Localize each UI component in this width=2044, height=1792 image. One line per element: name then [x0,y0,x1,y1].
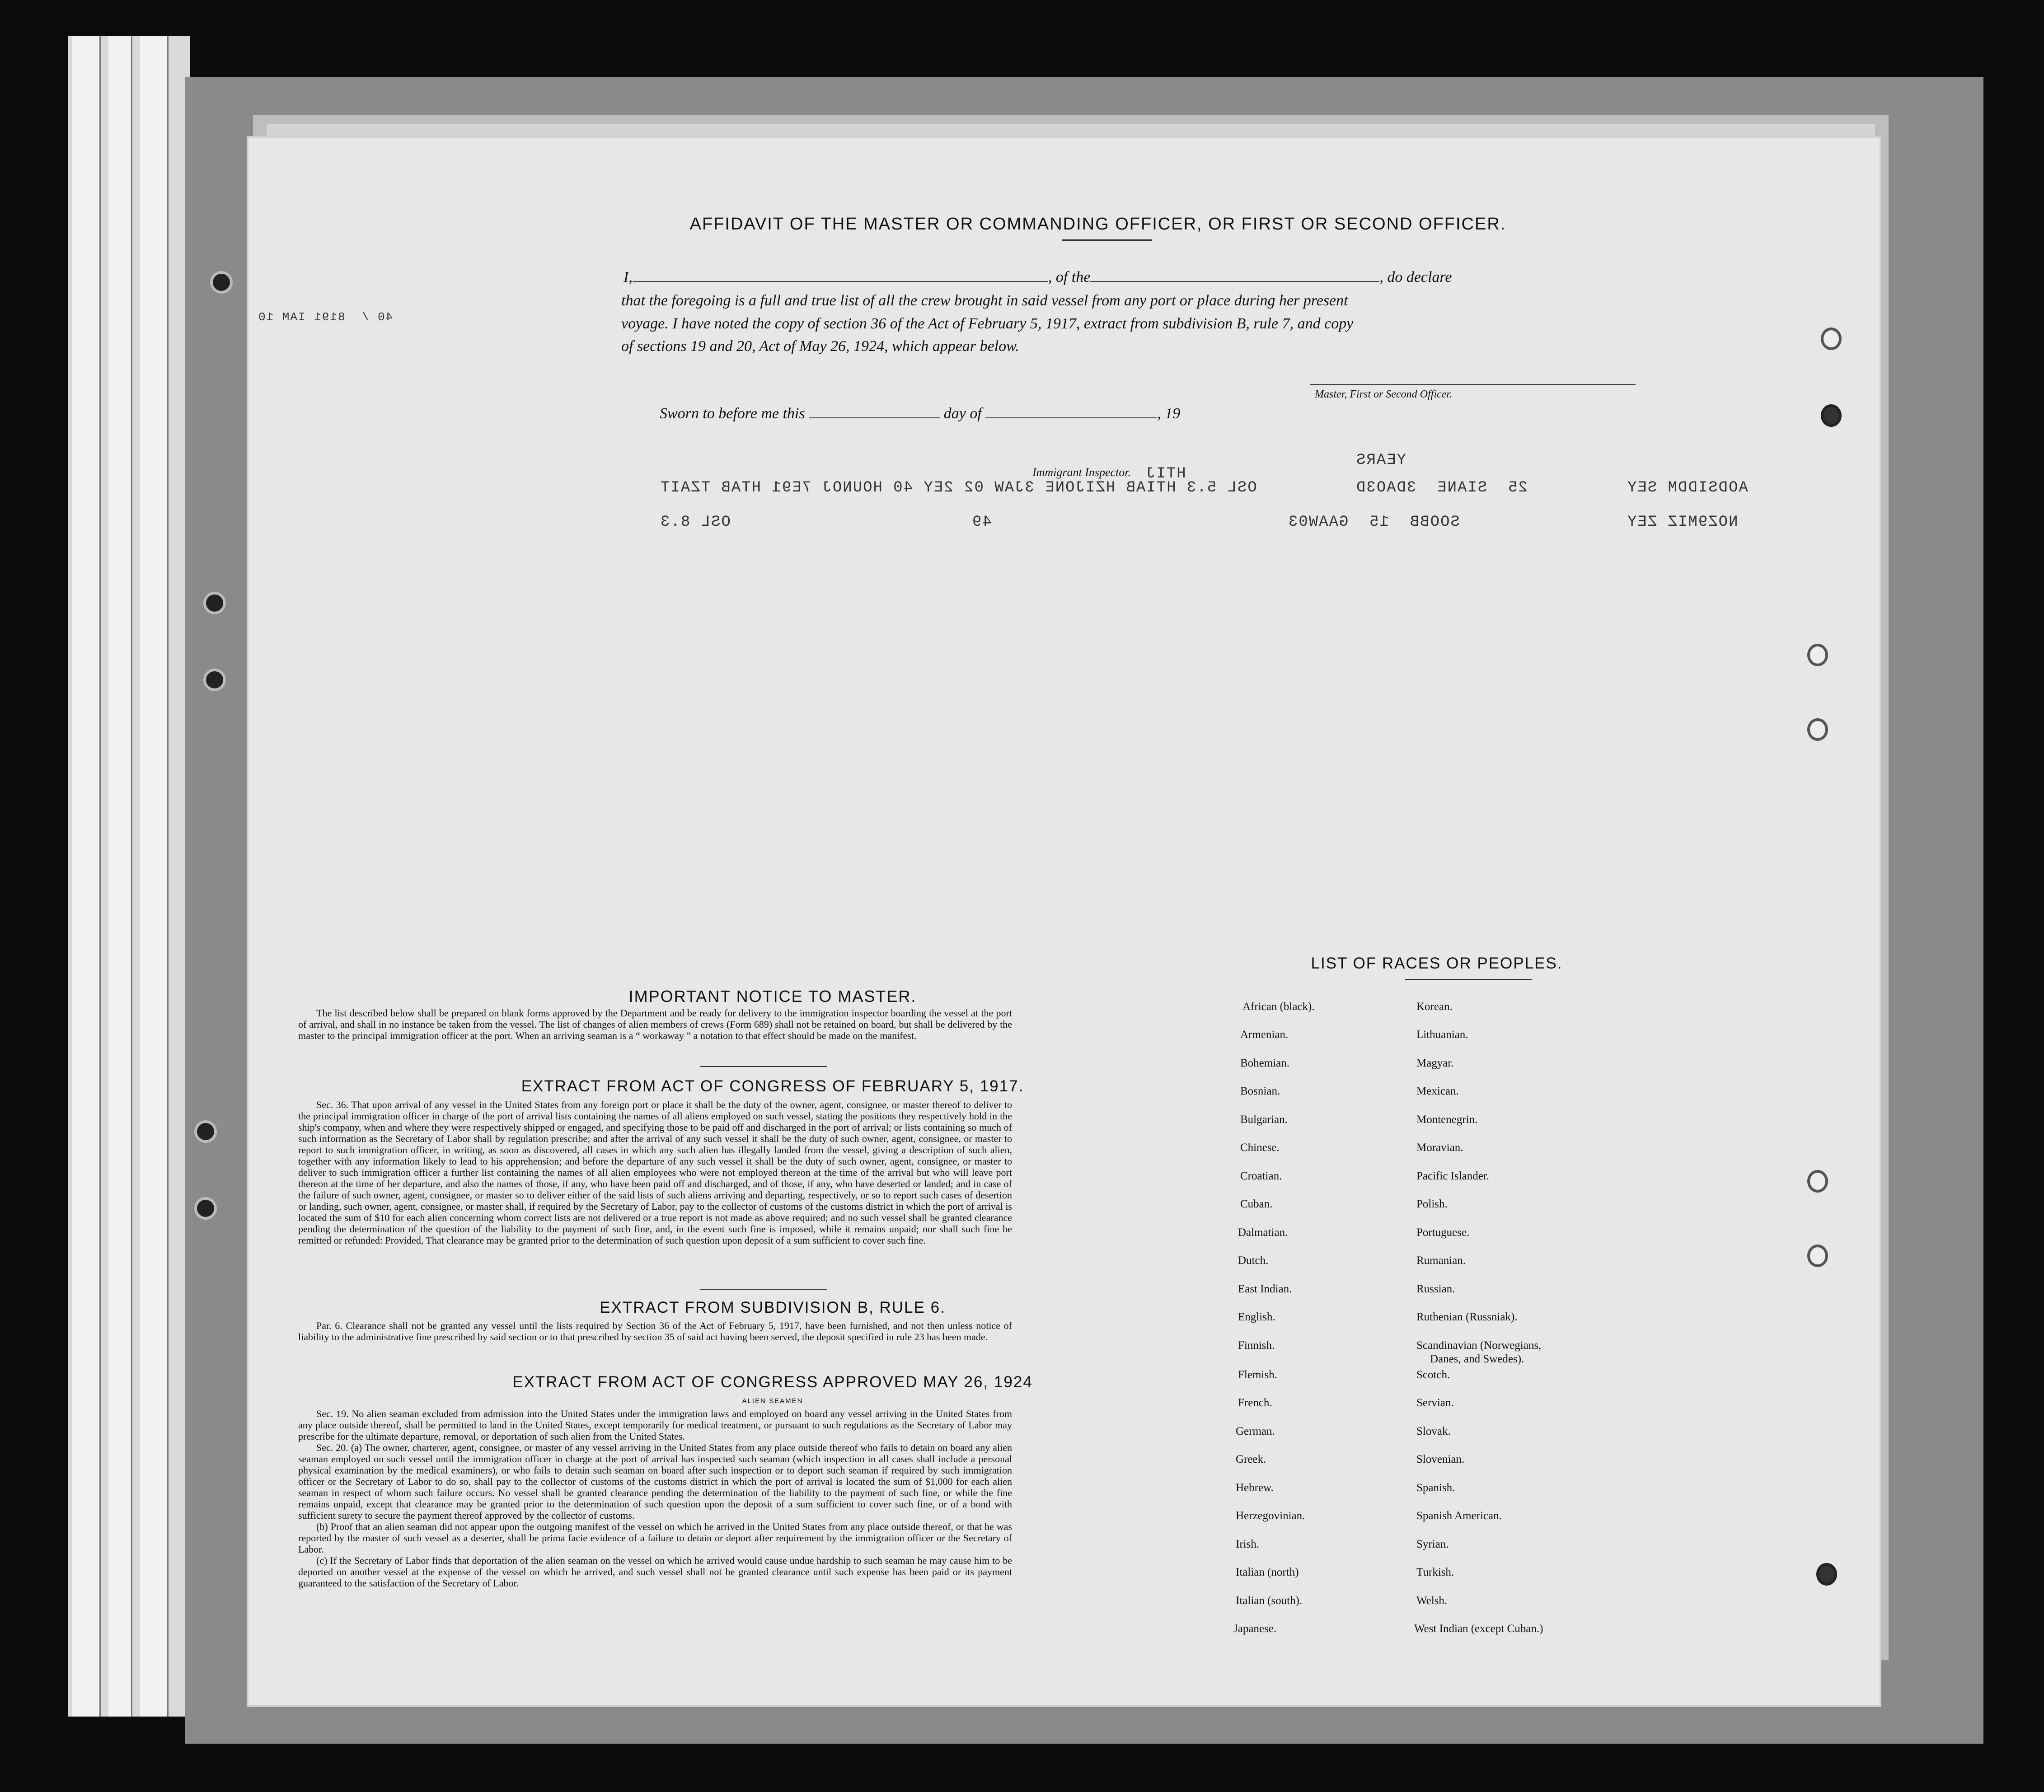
extract-1924-text [298,1408,1012,1589]
punch-hole [1821,328,1842,350]
punch-hole [1807,1245,1828,1267]
punch-hole [1816,1563,1837,1586]
extract-rule6-text [298,1320,1012,1343]
bleed-top-mark: HTIJ [1145,465,1186,482]
extract-1917-text [298,1099,1012,1246]
binder-hole [194,1197,217,1220]
race-item: Slovak. [1416,1425,1451,1437]
sec20c-paragraph: (c) If the Secretary of Labor finds that deportation of the alien seaman on the vessel on which he arrived would cause undue hardship to such seaman he may cause him to be deported on another vessel at the expense of the vessel on which he arrived, and such vessel shall not be granted clearance until such expense has been paid or its payment guaranteed to the satisfaction of the Secretary of Labor. [298,1555,1012,1589]
bleed-row-2-right: NOZ9MIZ ZEY [1627,514,1738,531]
race-item: Russian. [1416,1283,1455,1295]
title-divider [1062,239,1152,241]
extract-1924-title: EXTRACT FROM ACT OF CONGRESS APPROVED MAY 26, 1924 [512,1373,1033,1391]
punch-hole [1807,718,1828,741]
race-item-continued: Danes, and Swedes). [1430,1353,1524,1365]
race-item: Italian (north) [1236,1566,1299,1578]
race-item: Chinese. [1240,1142,1280,1154]
bleed-row-1-mid: 25 SIANE 3DAO3D [1355,479,1528,496]
bleed-row-2-num: 49 [971,514,992,531]
race-item: Ruthenian (Russniak). [1416,1311,1518,1323]
sworn-label: Sworn to before me this [660,405,805,422]
race-item: Magyar. [1416,1057,1454,1069]
race-item: Lithuanian. [1416,1029,1468,1041]
race-item: Flemish. [1238,1369,1277,1381]
races-title: LIST OF RACES OR PEOPLES. [1311,954,1563,972]
sworn-year: , 19 [1157,405,1181,422]
race-item: Syrian. [1416,1538,1449,1550]
extract-1917-title: EXTRACT FROM ACT OF CONGRESS OF FEBRUARY 5, 1917. [521,1077,1024,1095]
signature-caption: Master, First or Second Officer. [1315,388,1452,400]
race-item: Croatian. [1240,1170,1282,1182]
extract-1924-subtitle: ALIEN SEAMEN [742,1397,803,1405]
officer-name-blank [633,281,1048,282]
notice-title: IMPORTANT NOTICE TO MASTER. [628,987,917,1006]
race-item: Japanese. [1233,1623,1277,1635]
affidavit-i: I, [624,269,633,285]
race-item: Finnish. [1238,1339,1275,1352]
race-item: Scandinavian (Norwegians, [1416,1339,1542,1352]
race-item: Bulgarian. [1240,1114,1288,1126]
bleed-row-2-mid: SOOBB 15 GAAW03 [1288,514,1460,531]
affidavit-line-4: of sections 19 and 20, Act of May 26, 1924, which appear below. [621,338,1019,355]
sworn-day-of: day of [943,405,982,422]
race-item: English. [1238,1311,1275,1323]
race-item: Spanish. [1416,1482,1455,1494]
bleed-row-1-right: AODSIDDM SEY [1627,479,1748,496]
race-item: Montenegrin. [1416,1114,1478,1126]
race-item: Pacific Islander. [1416,1170,1490,1182]
extract-rule6-paragraph: Par. 6. Clearance shall not be granted any vessel until the lists required by Section 36 of the Act of February 5, 1917, have been furnished, and not then unless notice of liability to the administrative fine prescribed by said section or to that prescribed by section 35 of said act having been served, the deposit specified in rule 23 has been made. [298,1320,1012,1343]
sec19-paragraph: Sec. 19. No alien seaman excluded from admission into the United States under the immigration laws and employed on board any vessel arriving in the United States from any place outside thereof, shall be permitted to land in the United States, except temporarily for medical treatment, or pursuant to such regulations as the Secretary of Labor may prescribe for the ultimate departure, removal, or deportation of such alien from the United States. [298,1408,1012,1442]
race-item: Armenian. [1240,1029,1289,1041]
race-item: Moravian. [1416,1142,1463,1154]
sworn-month-blank [985,417,1157,418]
race-item: Greek. [1236,1453,1266,1465]
signature-line [1310,384,1636,385]
binder-hole [203,592,226,614]
race-item: Italian (south). [1236,1595,1303,1607]
race-item: Scotch. [1416,1369,1450,1381]
race-item: French. [1238,1397,1272,1409]
punch-hole [1821,404,1842,427]
extract-1-divider [700,1289,827,1290]
bleed-years: YEARS [1355,452,1406,469]
race-item: Mexican. [1416,1085,1459,1097]
punch-hole [1807,1170,1828,1193]
race-item: Herzegovinian. [1236,1510,1305,1522]
affidavit-declare: , do declare [1379,269,1452,285]
notice-divider [700,1066,827,1067]
manifest-page [248,138,1880,1705]
race-item: Servian. [1416,1397,1454,1409]
race-item: Korean. [1416,1001,1453,1013]
race-item: Rumanian. [1416,1254,1466,1267]
race-item: Bosnian. [1240,1085,1280,1097]
vessel-name-blank [1090,281,1379,282]
race-item: Irish. [1236,1538,1260,1550]
race-item: Slovenian. [1416,1453,1465,1465]
affidavit-line-3: voyage. I have noted the copy of section 36 of the Act of February 5, 1917, extract from subdivision B, rule 7, and copy [621,315,1354,332]
extract-rule6-title: EXTRACT FROM SUBDIVISION B, RULE 6. [600,1299,946,1316]
bleed-row-1-left: OSL 5.3 HTIAB HZIJONE 3JAW 02 2EY 40 HOUNOJ 7E91 HTAB TZAIT [660,479,1257,496]
left-paper-stack [68,36,190,1717]
race-item: Spanish American. [1416,1510,1502,1522]
race-item: German. [1236,1425,1275,1437]
affidavit-of-the: , of the [1048,269,1091,285]
sworn-line [660,405,1180,422]
sec20b-paragraph: (b) Proof that an alien seaman did not appear upon the outgoing manifest of the vessel on which he arrived in the United States from any place outside thereof, or that he was reported by the master of such vessel as a deserter, shall be prima facie evidence of a failure to detain or deport after requirement by the immigration officer or the Secretary of Labor. [298,1521,1012,1555]
binder-hole [203,669,226,691]
affidavit-line-2: that the foregoing is a full and true list of all the crew brought in said vessel from any port or place during her present [621,292,1348,309]
race-item: African (black). [1242,1001,1315,1013]
bleed-stamp: 40 / 8191 IAM 10 [258,310,393,324]
sec20a-paragraph: Sec. 20. (a) The owner, charterer, agent, consignee, or master of any vessel arriving in the United States from any place outside thereof who fails to detain on board any alien seaman employed on such vessel until the immigration officer in charge at the port of arrival has inspected such seaman (which inspection in all cases shall include a personal physical examination by the medical examiners), or who fails to detain such seaman on board after such inspection or to deport such seaman if required by such immigration officer or the Secretary of Labor to do so, shall pay to the collector of customs of the customs district in which the port of arrival is located the sum of $1,000 for each alien seaman in respect of whom such failure occurs. No vessel shall be granted clearance pending the determination of the liability to the payment of such fine, or while the fine remains unpaid, except that clearance may be granted prior to the determination of such question upon the deposit of a sum sufficient to cover such fine, or of a bond with sufficient surety to secure the payment thereof approved by the collector of customs. [298,1442,1012,1521]
race-item: Dalmatian. [1238,1226,1288,1239]
affidavit-line-1 [624,269,1452,286]
punch-hole [1807,644,1828,666]
race-item: East Indian. [1238,1283,1292,1295]
bleed-row-2-left: OSL 8.3 [660,514,731,531]
race-item: Cuban. [1240,1198,1273,1210]
notice-text [298,1007,1012,1041]
race-item: Welsh. [1416,1595,1448,1607]
race-item: Dutch. [1238,1254,1269,1267]
race-item: Turkish. [1416,1566,1454,1578]
race-item: Portuguese. [1416,1226,1470,1239]
notice-paragraph: The list described below shall be prepared on blank forms approved by the Department and be ready for delivery to the immigration inspector boarding the vessel at the port of arrival, and shall in no instance be taken from the vessel. The list of changes of alien members of crews (Form 689) shall not be retained on board, but shall be delivered by the master to the principal immigration officer at the port. When an arriving seaman is a “ workaway ” a notation to that effect should be made on the manifest. [298,1007,1012,1041]
race-item: Bohemian. [1240,1057,1290,1069]
races-divider [1405,979,1532,980]
binder-hole [194,1120,217,1143]
race-item: Hebrew. [1236,1482,1274,1494]
affidavit-title: AFFIDAVIT OF THE MASTER OR COMMANDING OFFICER, OR FIRST OR SECOND OFFICER. [689,215,1506,234]
sworn-day-blank [809,417,940,418]
race-item: West Indian (except Cuban.) [1414,1623,1543,1635]
race-item: Polish. [1416,1198,1448,1210]
inspector-caption: Immigrant Inspector. [1032,466,1131,479]
extract-1917-paragraph: Sec. 36. That upon arrival of any vessel in the United States from any foreign port or place it shall be the duty of the owner, agent, consignee, or master thereof to deliver to the principal immigration officer in charge of the port of arrival lists containing the names of all aliens employed on such vessel, stating the positions they respectively hold in the ship's company, when and where they were respectively shipped or engaged, and specifying those to be paid off and discharged in the port of arrival; or lists containing so much of such information as the Secretary of Labor shall by regulation prescribe; and after the arrival of any such vessel it shall be the duty of such owner, agent, consignee, or master to report to such immigration officer, in writing, as soon as discovered, all cases in which any such alien has illegally landed from the vessel, giving a description of such alien, together with any information likely to lead to his apprehension; and before the departure of any such vessel it shall be the duty of such owner, agent, consignee, or master to deliver to such immigration officer a further list containing the names of all alien employees who were not employed thereon at the time of the arrival but who will leave port thereon at the time of her departure, and also the names of those, if any, who have been paid off and discharged, and of those, if any, who have deserted or landed; and in case of the failure of such owner, agent, consignee, or master so to deliver either of the said lists of such aliens arriving and departing, respectively, or so to report such cases of desertion or landing, such owner, agent, consignee, or master shall, if required by the Secretary of Labor, pay to the collector of customs of the customs district in which the port of arrival is located the sum of $10 for each alien concerning whom correct lists are not delivered or a true report is not made as above required; and no such vessel shall be granted clearance pending the determination of the question of the liability to the payment of such fine, and, in the event such fine is imposed, while it remains unpaid; nor shall such fine be remitted or refunded: Provided, That clearance may be granted prior to the determination of such question upon deposit of a sum sufficient to cover such fine. [298,1099,1012,1246]
binder-hole [210,271,233,294]
